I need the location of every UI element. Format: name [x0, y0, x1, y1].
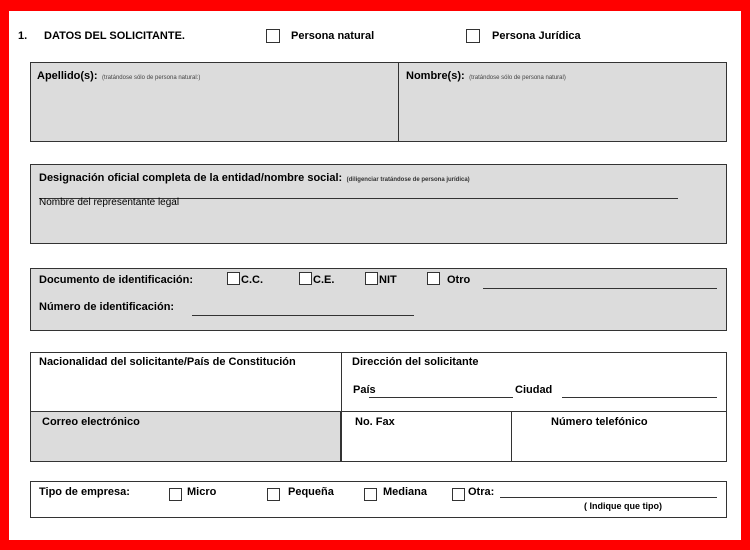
ce-checkbox[interactable] — [299, 272, 312, 285]
persona-juridica-checkbox[interactable] — [466, 29, 480, 43]
nombres-note: (tratándose sólo de persona natural) — [469, 75, 566, 81]
section-number: 1. — [18, 30, 28, 42]
designation-note: (diligenciar tratándose de persona jurídica) — [346, 177, 470, 183]
persona-natural-label: Persona natural — [291, 30, 375, 42]
micro-label: Micro — [187, 486, 217, 498]
ce-label: C.E. — [313, 274, 335, 286]
nombres-field[interactable] — [406, 66, 566, 84]
company-type-label: Tipo de empresa: — [39, 486, 130, 498]
micro-checkbox[interactable] — [169, 488, 182, 501]
email-label: Correo electrónico — [42, 416, 140, 428]
id-number-input-line[interactable] — [192, 315, 414, 316]
nombres-label: Nombre(s): — [406, 70, 465, 82]
persona-juridica-label: Persona Jurídica — [492, 30, 581, 42]
nit-label: NIT — [379, 274, 397, 286]
fax-label: No. Fax — [355, 416, 395, 428]
otro-label: Otro — [447, 274, 471, 286]
otra-input-line[interactable] — [500, 497, 717, 498]
designation-label: Designación oficial completa de la entidad/nombre social: — [39, 172, 343, 184]
persona-natural-checkbox[interactable] — [266, 29, 280, 43]
apellidos-note: (tratándose sólo de persona natural:) — [101, 75, 201, 81]
nit-checkbox[interactable] — [365, 272, 378, 285]
otra-label: Otra: — [468, 486, 495, 498]
pequena-label: Pequeña — [288, 486, 334, 498]
country-label: País — [353, 384, 376, 396]
mediana-checkbox[interactable] — [364, 488, 377, 501]
otro-checkbox[interactable] — [427, 272, 440, 285]
phone-label: Número telefónico — [551, 416, 648, 428]
cc-checkbox[interactable] — [227, 272, 240, 285]
company-type-box — [30, 481, 727, 518]
otro-input-line[interactable] — [483, 288, 717, 289]
contact-horizontal-divider — [30, 411, 727, 412]
mediana-label: Mediana — [383, 486, 428, 498]
document-type-label: Documento de identificación: — [39, 274, 194, 286]
representative-label[interactable]: Nombre del representante legal — [39, 197, 180, 208]
designation-field[interactable] — [39, 168, 470, 186]
fax-phone-divider — [511, 411, 512, 462]
contact-vertical-divider — [341, 352, 342, 462]
address-label: Dirección del solicitante — [352, 356, 479, 368]
id-number-label: Número de identificación: — [39, 301, 175, 313]
nationality-label: Nacionalidad del solicitante/País de Constitución — [39, 356, 296, 368]
apellidos-label: Apellido(s): — [37, 70, 98, 82]
city-input-line[interactable] — [562, 397, 717, 398]
country-input-line[interactable] — [369, 397, 513, 398]
form-sheet — [9, 11, 741, 540]
section-title: DATOS DEL SOLICITANTE. — [44, 30, 185, 42]
names-divider — [398, 62, 399, 142]
city-label: Ciudad — [515, 384, 553, 396]
otra-checkbox[interactable] — [452, 488, 465, 501]
cc-label: C.C. — [241, 274, 263, 286]
indicate-type-note: ( Indique que tipo) — [584, 501, 662, 511]
apellidos-field[interactable] — [37, 66, 200, 84]
pequena-checkbox[interactable] — [267, 488, 280, 501]
